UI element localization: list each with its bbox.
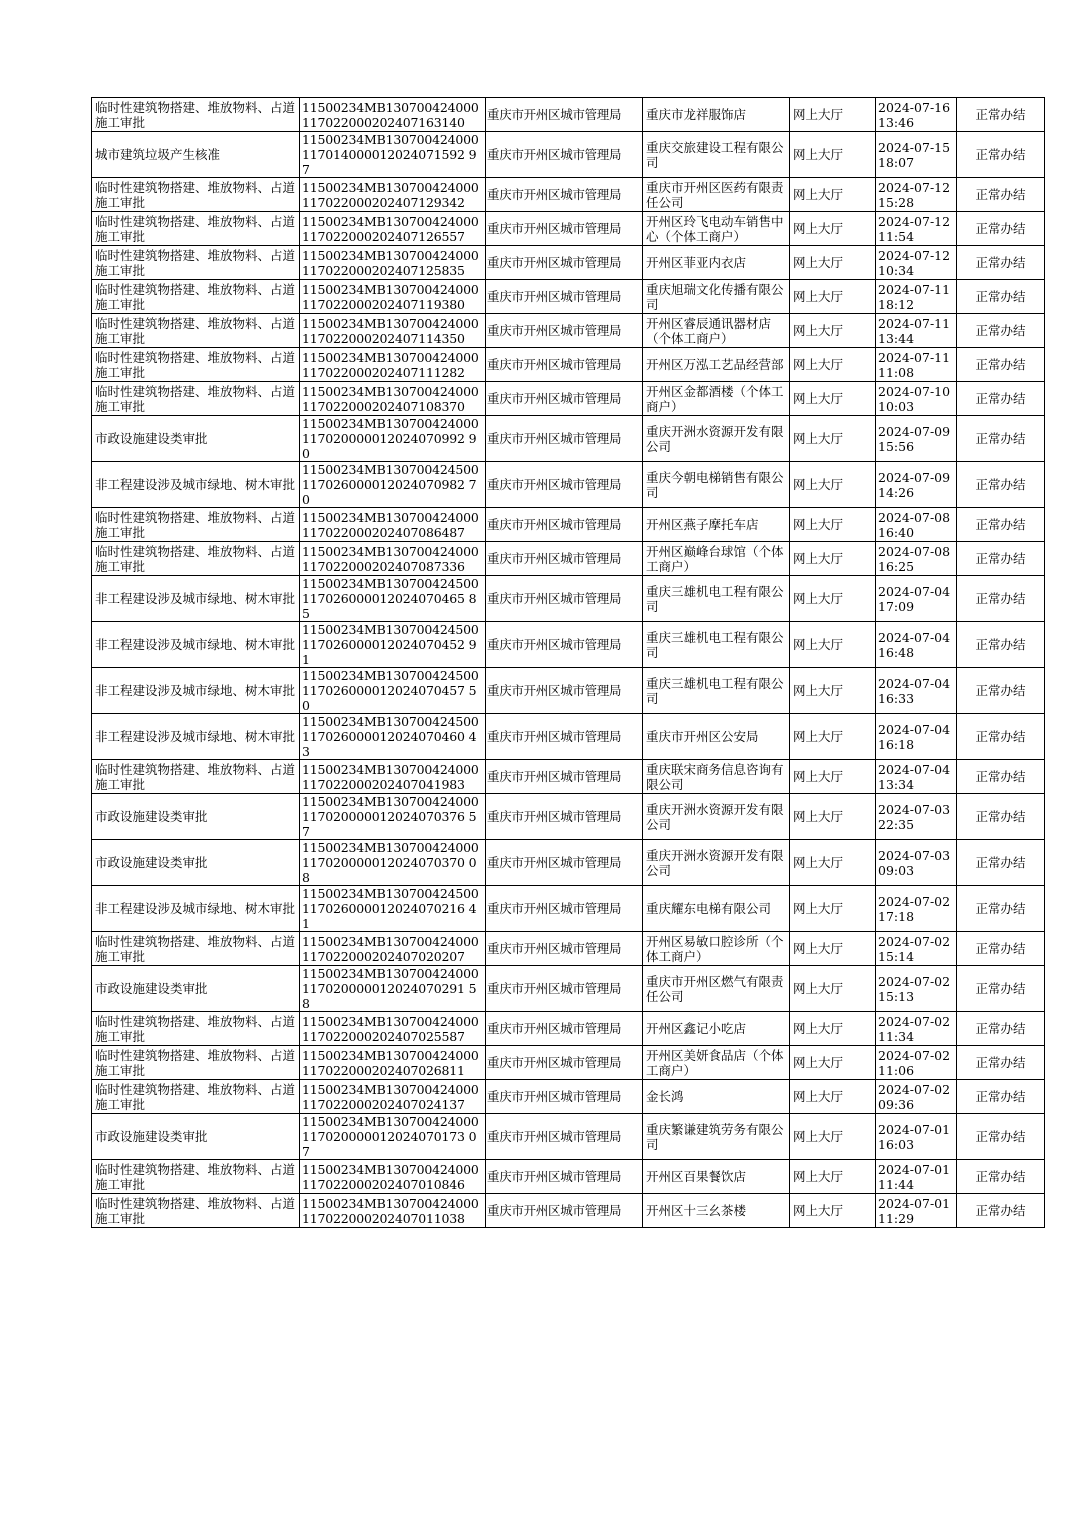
applicant-cell: 开州区睿辰通讯器材店（个体工商户） xyxy=(643,314,790,348)
department-cell: 重庆市开州区城市管理局 xyxy=(486,416,643,462)
code-cell: 11500234MB130700424000117022000202407010846 xyxy=(300,1160,486,1194)
applicant-cell: 开州区玲飞电动车销售中心（个体工商户） xyxy=(643,212,790,246)
code-cell: 11500234MB130700424000117022000202407119380 xyxy=(300,280,486,314)
applicant-cell: 重庆联宋商务信息咨询有限公司 xyxy=(643,760,790,794)
department-cell: 重庆市开州区城市管理局 xyxy=(486,966,643,1012)
matter-cell: 非工程建设涉及城市绿地、树木审批 xyxy=(92,668,300,714)
code-cell: 11500234MB130700424000117022000202407129342 xyxy=(300,178,486,212)
channel-cell: 网上大厅 xyxy=(790,178,876,212)
channel-cell: 网上大厅 xyxy=(790,1194,876,1228)
code-cell: 11500234MB130700424500117026000012024070982 70 xyxy=(300,462,486,508)
time-cell: 2024-07-12 11:54 xyxy=(876,212,957,246)
channel-cell: 网上大厅 xyxy=(790,212,876,246)
code-cell: 11500234MB130700424000117022000202407125835 xyxy=(300,246,486,280)
matter-cell: 市政设施建设类审批 xyxy=(92,794,300,840)
matter-cell: 非工程建设涉及城市绿地、树木审批 xyxy=(92,462,300,508)
channel-cell: 网上大厅 xyxy=(790,1160,876,1194)
time-cell: 2024-07-08 16:25 xyxy=(876,542,957,576)
time-cell: 2024-07-01 11:29 xyxy=(876,1194,957,1228)
time-cell: 2024-07-10 10:03 xyxy=(876,382,957,416)
matter-cell: 临时性建筑物搭建、堆放物料、占道施工审批 xyxy=(92,1160,300,1194)
table-row xyxy=(92,98,1045,132)
status-cell: 正常办结 xyxy=(957,508,1045,542)
department-cell: 重庆市开州区城市管理局 xyxy=(486,280,643,314)
code-cell: 11500234MB130700424000117022000202407086487 xyxy=(300,508,486,542)
channel-cell: 网上大厅 xyxy=(790,246,876,280)
matter-cell: 临时性建筑物搭建、堆放物料、占道施工审批 xyxy=(92,314,300,348)
status-cell: 正常办结 xyxy=(957,886,1045,932)
status-cell: 正常办结 xyxy=(957,1160,1045,1194)
records-body xyxy=(92,98,1045,1228)
status-cell: 正常办结 xyxy=(957,98,1045,132)
status-cell: 正常办结 xyxy=(957,714,1045,760)
table-row xyxy=(92,1160,1045,1194)
code-cell: 11500234MB130700424000117020000012024070370 08 xyxy=(300,840,486,886)
table-row xyxy=(92,840,1045,886)
department-cell: 重庆市开州区城市管理局 xyxy=(486,98,643,132)
time-cell: 2024-07-04 16:18 xyxy=(876,714,957,760)
matter-cell: 市政设施建设类审批 xyxy=(92,966,300,1012)
status-cell: 正常办结 xyxy=(957,280,1045,314)
status-cell: 正常办结 xyxy=(957,314,1045,348)
table-row xyxy=(92,1012,1045,1046)
department-cell: 重庆市开州区城市管理局 xyxy=(486,932,643,966)
department-cell: 重庆市开州区城市管理局 xyxy=(486,1160,643,1194)
status-cell: 正常办结 xyxy=(957,1194,1045,1228)
code-cell: 11500234MB130700424000117020000012024070376 57 xyxy=(300,794,486,840)
code-cell: 11500234MB130700424000117014000012024071592 97 xyxy=(300,132,486,178)
table-row xyxy=(92,178,1045,212)
code-cell: 11500234MB130700424000117022000202407026811 xyxy=(300,1046,486,1080)
matter-cell: 非工程建设涉及城市绿地、树木审批 xyxy=(92,576,300,622)
applicant-cell: 重庆市开州区医药有限责任公司 xyxy=(643,178,790,212)
code-cell: 11500234MB130700424000117022000202407114350 xyxy=(300,314,486,348)
code-cell: 11500234MB130700424500117026000012024070465 85 xyxy=(300,576,486,622)
matter-cell: 临时性建筑物搭建、堆放物料、占道施工审批 xyxy=(92,508,300,542)
department-cell: 重庆市开州区城市管理局 xyxy=(486,1114,643,1160)
channel-cell: 网上大厅 xyxy=(790,794,876,840)
matter-cell: 临时性建筑物搭建、堆放物料、占道施工审批 xyxy=(92,1080,300,1114)
table-row xyxy=(92,212,1045,246)
table-row xyxy=(92,760,1045,794)
table-row xyxy=(92,508,1045,542)
department-cell: 重庆市开州区城市管理局 xyxy=(486,760,643,794)
table-row xyxy=(92,314,1045,348)
channel-cell: 网上大厅 xyxy=(790,668,876,714)
matter-cell: 临时性建筑物搭建、堆放物料、占道施工审批 xyxy=(92,1194,300,1228)
channel-cell: 网上大厅 xyxy=(790,966,876,1012)
status-cell: 正常办结 xyxy=(957,542,1045,576)
channel-cell: 网上大厅 xyxy=(790,462,876,508)
table-row xyxy=(92,576,1045,622)
applicant-cell: 开州区燕子摩托车店 xyxy=(643,508,790,542)
code-cell: 11500234MB130700424000117022000202407108370 xyxy=(300,382,486,416)
time-cell: 2024-07-11 18:12 xyxy=(876,280,957,314)
matter-cell: 临时性建筑物搭建、堆放物料、占道施工审批 xyxy=(92,98,300,132)
table-row xyxy=(92,462,1045,508)
department-cell: 重庆市开州区城市管理局 xyxy=(486,348,643,382)
matter-cell: 临时性建筑物搭建、堆放物料、占道施工审批 xyxy=(92,932,300,966)
status-cell: 正常办结 xyxy=(957,1114,1045,1160)
status-cell: 正常办结 xyxy=(957,932,1045,966)
table-row xyxy=(92,1046,1045,1080)
matter-cell: 临时性建筑物搭建、堆放物料、占道施工审批 xyxy=(92,542,300,576)
matter-cell: 临时性建筑物搭建、堆放物料、占道施工审批 xyxy=(92,382,300,416)
time-cell: 2024-07-15 18:07 xyxy=(876,132,957,178)
channel-cell: 网上大厅 xyxy=(790,932,876,966)
channel-cell: 网上大厅 xyxy=(790,382,876,416)
applicant-cell: 重庆耀东电梯有限公司 xyxy=(643,886,790,932)
table-row xyxy=(92,416,1045,462)
applicant-cell: 开州区十三幺茶楼 xyxy=(643,1194,790,1228)
channel-cell: 网上大厅 xyxy=(790,622,876,668)
channel-cell: 网上大厅 xyxy=(790,542,876,576)
applicant-cell: 重庆繁谦建筑劳务有限公司 xyxy=(643,1114,790,1160)
channel-cell: 网上大厅 xyxy=(790,416,876,462)
table-row xyxy=(92,246,1045,280)
time-cell: 2024-07-04 17:09 xyxy=(876,576,957,622)
channel-cell: 网上大厅 xyxy=(790,1046,876,1080)
status-cell: 正常办结 xyxy=(957,348,1045,382)
time-cell: 2024-07-01 16:03 xyxy=(876,1114,957,1160)
table-row xyxy=(92,1194,1045,1228)
channel-cell: 网上大厅 xyxy=(790,760,876,794)
code-cell: 11500234MB130700424500117026000012024070460 43 xyxy=(300,714,486,760)
code-cell: 11500234MB130700424000117022000202407163140 xyxy=(300,98,486,132)
department-cell: 重庆市开州区城市管理局 xyxy=(486,1046,643,1080)
code-cell: 11500234MB130700424000117022000202407126557 xyxy=(300,212,486,246)
channel-cell: 网上大厅 xyxy=(790,1114,876,1160)
applicant-cell: 开州区巅峰台球馆（个体工商户） xyxy=(643,542,790,576)
applicant-cell: 开州区万泓工艺品经营部 xyxy=(643,348,790,382)
matter-cell: 临时性建筑物搭建、堆放物料、占道施工审批 xyxy=(92,1046,300,1080)
department-cell: 重庆市开州区城市管理局 xyxy=(486,622,643,668)
matter-cell: 临时性建筑物搭建、堆放物料、占道施工审批 xyxy=(92,246,300,280)
time-cell: 2024-07-02 15:13 xyxy=(876,966,957,1012)
matter-cell: 城市建筑垃圾产生核准 xyxy=(92,132,300,178)
department-cell: 重庆市开州区城市管理局 xyxy=(486,794,643,840)
matter-cell: 市政设施建设类审批 xyxy=(92,416,300,462)
table-row xyxy=(92,622,1045,668)
time-cell: 2024-07-16 13:46 xyxy=(876,98,957,132)
applicant-cell: 重庆开洲水资源开发有限公司 xyxy=(643,416,790,462)
time-cell: 2024-07-11 13:44 xyxy=(876,314,957,348)
status-cell: 正常办结 xyxy=(957,668,1045,714)
applicant-cell: 重庆市龙祥服饰店 xyxy=(643,98,790,132)
time-cell: 2024-07-02 15:14 xyxy=(876,932,957,966)
matter-cell: 非工程建设涉及城市绿地、树木审批 xyxy=(92,886,300,932)
code-cell: 11500234MB130700424500117026000012024070452 91 xyxy=(300,622,486,668)
applicant-cell: 重庆三雄机电工程有限公司 xyxy=(643,622,790,668)
time-cell: 2024-07-08 16:40 xyxy=(876,508,957,542)
channel-cell: 网上大厅 xyxy=(790,508,876,542)
matter-cell: 临时性建筑物搭建、堆放物料、占道施工审批 xyxy=(92,178,300,212)
table-row xyxy=(92,1114,1045,1160)
status-cell: 正常办结 xyxy=(957,246,1045,280)
applicant-cell: 重庆市开州区公安局 xyxy=(643,714,790,760)
matter-cell: 临时性建筑物搭建、堆放物料、占道施工审批 xyxy=(92,212,300,246)
applicant-cell: 开州区美妍食品店（个体工商户） xyxy=(643,1046,790,1080)
department-cell: 重庆市开州区城市管理局 xyxy=(486,132,643,178)
department-cell: 重庆市开州区城市管理局 xyxy=(486,314,643,348)
code-cell: 11500234MB130700424500117026000012024070457 50 xyxy=(300,668,486,714)
table-row xyxy=(92,886,1045,932)
table-row xyxy=(92,932,1045,966)
applicant-cell: 开州区百果餐饮店 xyxy=(643,1160,790,1194)
time-cell: 2024-07-11 11:08 xyxy=(876,348,957,382)
time-cell: 2024-07-02 11:06 xyxy=(876,1046,957,1080)
department-cell: 重庆市开州区城市管理局 xyxy=(486,576,643,622)
department-cell: 重庆市开州区城市管理局 xyxy=(486,1012,643,1046)
status-cell: 正常办结 xyxy=(957,966,1045,1012)
time-cell: 2024-07-12 10:34 xyxy=(876,246,957,280)
time-cell: 2024-07-09 14:26 xyxy=(876,462,957,508)
department-cell: 重庆市开州区城市管理局 xyxy=(486,1080,643,1114)
applicant-cell: 开州区菲亚内衣店 xyxy=(643,246,790,280)
code-cell: 11500234MB130700424000117020000012024070173 07 xyxy=(300,1114,486,1160)
department-cell: 重庆市开州区城市管理局 xyxy=(486,462,643,508)
department-cell: 重庆市开州区城市管理局 xyxy=(486,668,643,714)
applicant-cell: 重庆开洲水资源开发有限公司 xyxy=(643,794,790,840)
table-row xyxy=(92,132,1045,178)
channel-cell: 网上大厅 xyxy=(790,886,876,932)
department-cell: 重庆市开州区城市管理局 xyxy=(486,508,643,542)
status-cell: 正常办结 xyxy=(957,416,1045,462)
code-cell: 11500234MB130700424000117022000202407020207 xyxy=(300,932,486,966)
matter-cell: 临时性建筑物搭建、堆放物料、占道施工审批 xyxy=(92,1012,300,1046)
applicant-cell: 重庆三雄机电工程有限公司 xyxy=(643,576,790,622)
time-cell: 2024-07-01 11:44 xyxy=(876,1160,957,1194)
time-cell: 2024-07-03 22:35 xyxy=(876,794,957,840)
code-cell: 11500234MB130700424000117022000202407041983 xyxy=(300,760,486,794)
status-cell: 正常办结 xyxy=(957,794,1045,840)
matter-cell: 非工程建设涉及城市绿地、树木审批 xyxy=(92,714,300,760)
channel-cell: 网上大厅 xyxy=(790,98,876,132)
table-row xyxy=(92,966,1045,1012)
department-cell: 重庆市开州区城市管理局 xyxy=(486,1194,643,1228)
applicant-cell: 重庆旭瑞文化传播有限公司 xyxy=(643,280,790,314)
code-cell: 11500234MB130700424000117020000012024070992 90 xyxy=(300,416,486,462)
department-cell: 重庆市开州区城市管理局 xyxy=(486,886,643,932)
table-row xyxy=(92,542,1045,576)
applicant-cell: 重庆三雄机电工程有限公司 xyxy=(643,668,790,714)
time-cell: 2024-07-02 09:36 xyxy=(876,1080,957,1114)
channel-cell: 网上大厅 xyxy=(790,132,876,178)
channel-cell: 网上大厅 xyxy=(790,348,876,382)
matter-cell: 临时性建筑物搭建、堆放物料、占道施工审批 xyxy=(92,760,300,794)
code-cell: 11500234MB130700424000117022000202407011038 xyxy=(300,1194,486,1228)
code-cell: 11500234MB130700424500117026000012024070216 41 xyxy=(300,886,486,932)
table-row xyxy=(92,794,1045,840)
status-cell: 正常办结 xyxy=(957,382,1045,416)
status-cell: 正常办结 xyxy=(957,840,1045,886)
table-row xyxy=(92,280,1045,314)
status-cell: 正常办结 xyxy=(957,462,1045,508)
channel-cell: 网上大厅 xyxy=(790,314,876,348)
department-cell: 重庆市开州区城市管理局 xyxy=(486,840,643,886)
code-cell: 11500234MB130700424000117022000202407025587 xyxy=(300,1012,486,1046)
applicant-cell: 重庆交旅建设工程有限公司 xyxy=(643,132,790,178)
matter-cell: 临时性建筑物搭建、堆放物料、占道施工审批 xyxy=(92,280,300,314)
code-cell: 11500234MB130700424000117022000202407024137 xyxy=(300,1080,486,1114)
time-cell: 2024-07-02 17:18 xyxy=(876,886,957,932)
applicant-cell: 重庆开洲水资源开发有限公司 xyxy=(643,840,790,886)
applicant-cell: 重庆市开州区燃气有限责任公司 xyxy=(643,966,790,1012)
applicant-cell: 开州区金都酒楼（个体工商户） xyxy=(643,382,790,416)
department-cell: 重庆市开州区城市管理局 xyxy=(486,382,643,416)
department-cell: 重庆市开州区城市管理局 xyxy=(486,714,643,760)
channel-cell: 网上大厅 xyxy=(790,1012,876,1046)
matter-cell: 市政设施建设类审批 xyxy=(92,1114,300,1160)
status-cell: 正常办结 xyxy=(957,178,1045,212)
applicant-cell: 开州区鑫记小吃店 xyxy=(643,1012,790,1046)
code-cell: 11500234MB130700424000117022000202407087336 xyxy=(300,542,486,576)
time-cell: 2024-07-02 11:34 xyxy=(876,1012,957,1046)
status-cell: 正常办结 xyxy=(957,622,1045,668)
department-cell: 重庆市开州区城市管理局 xyxy=(486,246,643,280)
department-cell: 重庆市开州区城市管理局 xyxy=(486,178,643,212)
status-cell: 正常办结 xyxy=(957,760,1045,794)
code-cell: 11500234MB130700424000117022000202407111282 xyxy=(300,348,486,382)
matter-cell: 市政设施建设类审批 xyxy=(92,840,300,886)
channel-cell: 网上大厅 xyxy=(790,280,876,314)
channel-cell: 网上大厅 xyxy=(790,576,876,622)
channel-cell: 网上大厅 xyxy=(790,714,876,760)
status-cell: 正常办结 xyxy=(957,1012,1045,1046)
table-row xyxy=(92,348,1045,382)
applicant-cell: 金长鸿 xyxy=(643,1080,790,1114)
department-cell: 重庆市开州区城市管理局 xyxy=(486,542,643,576)
time-cell: 2024-07-04 16:48 xyxy=(876,622,957,668)
time-cell: 2024-07-04 13:34 xyxy=(876,760,957,794)
status-cell: 正常办结 xyxy=(957,1080,1045,1114)
time-cell: 2024-07-04 16:33 xyxy=(876,668,957,714)
code-cell: 11500234MB130700424000117020000012024070291 58 xyxy=(300,966,486,1012)
table-row xyxy=(92,1080,1045,1114)
status-cell: 正常办结 xyxy=(957,212,1045,246)
table-row xyxy=(92,668,1045,714)
matter-cell: 临时性建筑物搭建、堆放物料、占道施工审批 xyxy=(92,348,300,382)
status-cell: 正常办结 xyxy=(957,1046,1045,1080)
table-row xyxy=(92,714,1045,760)
department-cell: 重庆市开州区城市管理局 xyxy=(486,212,643,246)
table-row xyxy=(92,382,1045,416)
status-cell: 正常办结 xyxy=(957,576,1045,622)
records-table xyxy=(91,97,1045,1228)
time-cell: 2024-07-12 15:28 xyxy=(876,178,957,212)
time-cell: 2024-07-09 15:56 xyxy=(876,416,957,462)
time-cell: 2024-07-03 09:03 xyxy=(876,840,957,886)
status-cell: 正常办结 xyxy=(957,132,1045,178)
applicant-cell: 开州区易敏口腔诊所（个体工商户） xyxy=(643,932,790,966)
matter-cell: 非工程建设涉及城市绿地、树木审批 xyxy=(92,622,300,668)
applicant-cell: 重庆今朝电梯销售有限公司 xyxy=(643,462,790,508)
channel-cell: 网上大厅 xyxy=(790,840,876,886)
channel-cell: 网上大厅 xyxy=(790,1080,876,1114)
